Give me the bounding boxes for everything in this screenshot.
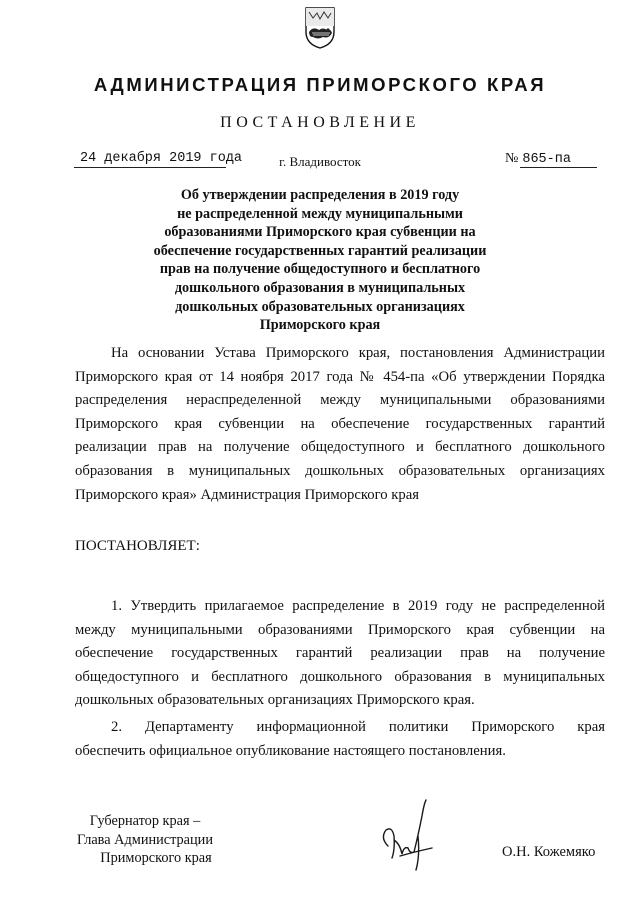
title-line: прав на получение общедоступного и бесплатного <box>159 261 481 278</box>
title-line: дошкольного образования в муниципальных <box>174 279 466 296</box>
item-1-line: общедоступного и бесплатного дошкольного образования в муниципальных <box>75 668 605 685</box>
document-number <box>505 151 571 167</box>
item-1-line: между муниципальными образованиями Приморского края субвенции на <box>75 621 605 638</box>
item-1-line: обеспечение государственных гарантий реализации прав на получение <box>75 645 605 662</box>
item-1-paragraph <box>75 595 605 713</box>
number-underline <box>520 167 597 168</box>
number-sign: № <box>505 151 519 166</box>
document-city: г. Владивосток <box>279 154 361 169</box>
position-line: Приморского края <box>100 850 212 867</box>
title-line: образованиями Приморского края субвенции на <box>164 224 476 241</box>
organization-name: АДМИНИСТРАЦИЯ ПРИМОРСКОГО КРАЯ <box>93 74 547 95</box>
item-1-line: дошкольных образовательных организациях Приморского края. <box>75 692 475 709</box>
preamble-line: распределения нераспределенной между муниципальными образованиями <box>75 392 605 409</box>
number-value: 865-па <box>522 152 571 167</box>
position-line: Губернатор края – <box>89 813 201 829</box>
preamble-line: Приморского края субвенции на обеспечение государственных гарантий <box>75 415 605 432</box>
document-type: ПОСТАНОВЛЕНИЕ <box>220 114 420 131</box>
title-line: обеспечение государственных гарантий реализации <box>153 242 487 259</box>
preamble-line: Приморского края от 14 ноября 2017 года № 454-па «Об утверждении Порядка <box>75 368 605 385</box>
preamble-paragraph <box>75 342 605 507</box>
coat-of-arms-emblem <box>303 6 337 50</box>
document-date: 24 декабря 2019 года <box>80 151 243 166</box>
item-2-line: обеспечить официальное опубликование настоящего постановления. <box>75 742 506 759</box>
preamble-line: На основании Устава Приморского края, постановления Администрации <box>111 345 605 361</box>
title-line: Приморского края <box>259 317 381 334</box>
position-line: Глава Администрации <box>77 831 213 848</box>
preamble-line: Приморского края» Администрация Приморского края <box>75 486 420 503</box>
preamble-line: реализации прав на получение общедоступного и бесплатного дошкольного <box>75 439 605 456</box>
document-title <box>120 186 520 335</box>
signatory-name: О.Н. Кожемяко <box>502 844 596 860</box>
signatory-position <box>60 812 230 868</box>
preamble-line: образования в муниципальных дошкольных образовательных организациях <box>75 462 605 479</box>
title-line: не распределенной между муниципальными <box>177 205 463 222</box>
handwritten-signature <box>370 796 450 876</box>
item-2-line: 2. Департаменту информационной политики Приморского края <box>111 719 605 735</box>
title-line: дошкольных образовательных организациях <box>175 298 465 315</box>
item-2-paragraph <box>75 716 605 763</box>
item-1-line: 1. Утвердить прилагаемое распределение в 2019 году не распределенной <box>111 598 605 614</box>
title-line: Об утверждении распределения в 2019 году <box>180 187 460 203</box>
resolve-heading: ПОСТАНОВЛЯЕТ: <box>75 538 200 554</box>
